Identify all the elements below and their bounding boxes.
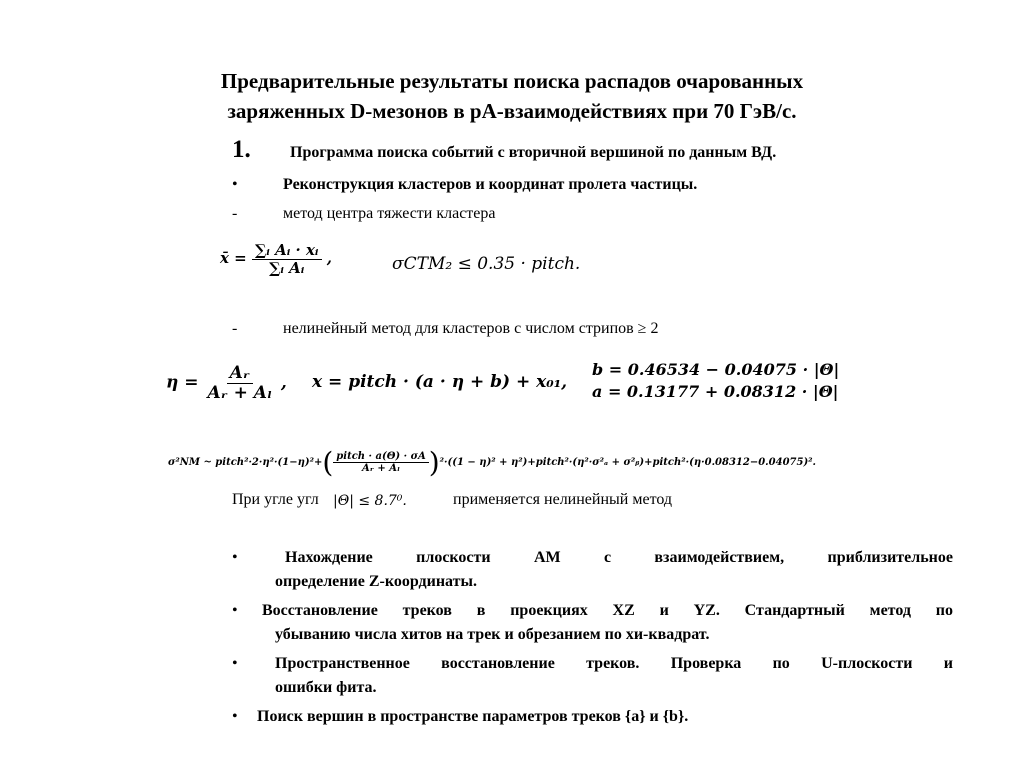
eta-fraction [204, 364, 274, 402]
am-plane-line-2: определение Z-координаты. [275, 573, 477, 590]
spatial-line-2: ошибки фита. [275, 679, 377, 696]
eta-numerator: Aᵣ [227, 364, 253, 384]
bullet-icon-4: • [232, 655, 238, 672]
angle-text-suffix: применяется нелинейный метод [453, 491, 673, 508]
section-number: 1. [232, 136, 251, 163]
tracks-xz-line-1: Восстановление треков в проекциях XZ и YZ. Стандартный метод по [262, 602, 953, 619]
centroid-fraction [252, 242, 322, 276]
centroid-tail: , [326, 249, 332, 267]
centroid-method-text: метод центра тяжести кластера [283, 205, 496, 222]
section-heading: Программа поиска событий с вторичной вершиной по данным ВД. [290, 144, 777, 161]
eta-denominator: Aᵣ + Aₗ [207, 382, 272, 403]
x-formula: x = pitch · (a · η + b) + x₀₁, [312, 372, 568, 392]
bullet-icon-3: • [232, 602, 238, 619]
centroid-formula [220, 242, 332, 276]
bullet-icon: • [232, 176, 238, 193]
slide-title [0, 66, 1024, 126]
sigma-ctm-formula: σCTM₂ ≤ 0.35 · pitch. [392, 254, 581, 274]
reconstruction-text: Реконструкция кластеров и координат пролета частицы. [283, 176, 698, 193]
vertex-search-text: Поиск вершин в пространстве параметров треков {a} и {b}. [257, 708, 689, 725]
paren-close: ) [428, 446, 440, 479]
sigma-nm-numerator: pitch · a(Θ) · σA [333, 451, 428, 463]
bullet-icon-2: • [232, 549, 238, 566]
dash-icon-2: - [232, 320, 238, 337]
angle-text-prefix: При угле угл [232, 491, 319, 508]
centroid-lhs: x̄ = [220, 249, 247, 267]
nonlinear-method-text: нелинейный метод для кластеров с числом стрипов ≥ 2 [283, 320, 659, 337]
eta-tail: , [280, 372, 287, 393]
theta-condition: |Θ| ≤ 8.7⁰. [333, 493, 407, 509]
centroid-denominator: ∑ᵢ Aᵢ [269, 258, 305, 277]
b-formula: b = 0.46534 − 0.04075 · |Θ| [592, 360, 840, 379]
eta-formula [166, 364, 287, 402]
sigma-nm-fraction [333, 451, 428, 474]
sigma-nm-denominator: Aᵣ + Aₗ [362, 463, 400, 474]
bullet-icon-5: • [232, 708, 238, 725]
centroid-numerator: ∑ᵢ Aᵢ · xᵢ [252, 242, 322, 260]
title-line-2: заряженных D-мезонов в pA-взаимодействиях при 70 ГэВ/с. [227, 99, 797, 123]
dash-icon: - [232, 205, 238, 222]
paren-open: ( [322, 446, 334, 479]
am-plane-line-1: Нахождение плоскости АМ с взаимодействием, приблизительное [285, 549, 953, 566]
sigma-nm-formula [168, 446, 816, 479]
sigma-nm-rest: ²·((1 − η)² + η²)+pitch²·(η²·σ²ₐ + σ²ᵦ)+pitch²·(η·0.08312−0.04075)². [439, 457, 817, 468]
tracks-xz-line-2: убыванию числа хитов на трек и обрезанием по хи-квадрат. [275, 626, 710, 643]
eta-lhs: η = [166, 372, 199, 393]
spatial-line-1: Пространственное восстановление треков. Проверка по U-плоскости и [275, 655, 953, 672]
a-formula: a = 0.13177 + 0.08312 · |Θ| [592, 382, 839, 401]
title-line-1: Предварительные результаты поиска распадов очарованных [220, 69, 804, 93]
sigma-nm-lhs: σ²NM ~ pitch²·2·η²·(1−η)²+ [168, 457, 323, 468]
